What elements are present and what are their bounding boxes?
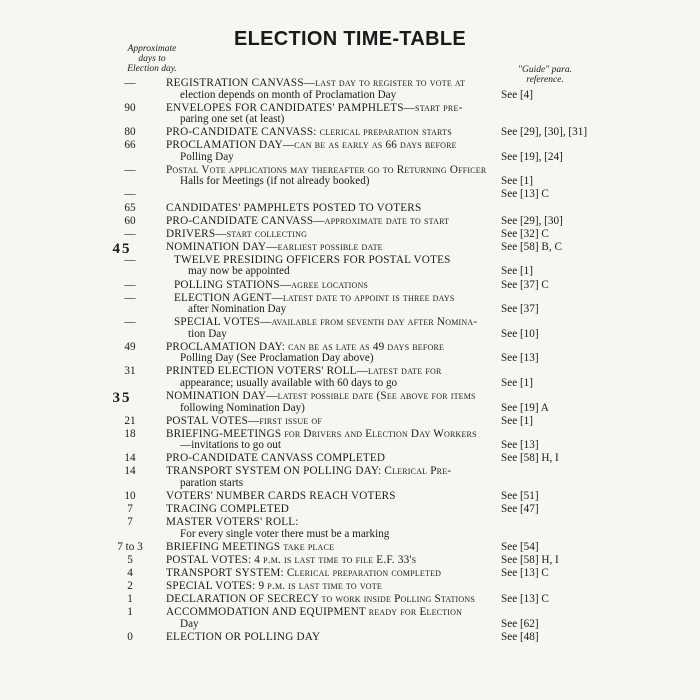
days-value: 7: [127, 516, 133, 529]
entry-main: VOTERS' NUMBER CARDS REACH VOTERS: [166, 489, 396, 502]
guide-reference: See [13] C: [501, 188, 549, 201]
entry-continuation: paring one set (at least): [180, 113, 285, 126]
guide-reference: See [13]: [501, 439, 539, 452]
entry-text: [166, 229, 496, 241]
entry-text: [166, 342, 496, 365]
days-value: 45: [112, 240, 132, 257]
entry-main: NOMINATION DAY—latest possible date (See above for items: [166, 390, 476, 402]
days-value: 90: [124, 101, 136, 114]
guide-reference: See [54]: [501, 540, 539, 553]
timetable-row: [0, 491, 700, 504]
guide-reference: See [1]: [501, 414, 533, 427]
entry-main: TRACING COMPLETED: [166, 503, 290, 516]
guide-reference: See [10]: [501, 327, 539, 340]
days-value: —: [124, 163, 136, 176]
entry-main: PROCLAMATION DAY—can be as early as 66 days before: [166, 139, 457, 152]
entry-text: [166, 504, 496, 516]
entry-main: REGISTRATION CANVASS—last day to register to vote at: [166, 77, 466, 89]
guide-reference: See [48]: [501, 630, 539, 643]
guide-reference: See [32] C: [501, 227, 549, 240]
entry-main: DECLARATION OF SECRECY to work inside Polling Stations: [166, 593, 476, 606]
entry-main: BRIEFING-MEETINGS for Drivers and Election Day Workers: [166, 427, 477, 440]
entry-text: [166, 466, 496, 489]
guide-reference: See [58] H, I: [501, 452, 559, 465]
guide-reference: See [58] B, C: [501, 240, 562, 253]
days-value: —: [124, 77, 136, 89]
entry-text: [174, 293, 496, 316]
entry-continuation: after Nomination Day: [188, 303, 287, 316]
entry-continuation: For every single voter there must be a marking: [180, 527, 390, 540]
guide-reference: See [58] H, I: [501, 553, 559, 566]
entry-continuation: Polling Day: [180, 150, 234, 163]
guide-reference: See [29], [30]: [501, 214, 563, 227]
days-value: 49: [124, 340, 136, 353]
guide-reference: See [13] C: [501, 593, 549, 606]
days-value: —: [124, 253, 136, 266]
days-value: 5: [127, 553, 133, 566]
entry-text: [174, 255, 496, 278]
timetable-row: [0, 466, 700, 491]
timetable-row: [0, 216, 700, 229]
days-value: 4: [127, 566, 133, 579]
timetable-row: [0, 366, 700, 391]
entry-text: [166, 555, 496, 567]
guide-reference: See [29], [30], [31]: [501, 126, 588, 139]
guide-reference: See [4]: [501, 88, 533, 101]
days-value: 18: [124, 427, 136, 440]
days-value: —: [124, 316, 136, 329]
entry-text: [166, 632, 496, 644]
timetable-row: [0, 429, 700, 454]
entry-text: [174, 280, 496, 292]
entry-text: [166, 103, 496, 126]
entry-text: [166, 242, 496, 254]
days-value: 14: [124, 452, 136, 465]
timetable-row: [0, 293, 700, 318]
entry-text: [166, 581, 496, 593]
entry-main: POSTAL VOTES: 4 p.m. is last time to file E.F. 33's: [166, 553, 417, 566]
entry-text: [166, 140, 496, 163]
days-column-header: Approximate days to Election day.: [127, 44, 177, 74]
entry-text: [166, 189, 496, 201]
entry-main: MASTER VOTERS' ROLL:: [166, 516, 299, 529]
days-value: 21: [124, 414, 136, 427]
timetable-row: [0, 165, 700, 190]
entry-main: Postal Vote applications may thereafter go to Returning Officer: [166, 163, 487, 176]
days-value: 66: [124, 139, 136, 152]
entry-main: PROCLAMATION DAY: can be as late as 49 days before: [166, 340, 445, 353]
entry-continuation: appearance; usually available with 60 days to go: [180, 376, 398, 389]
entry-text: [166, 391, 496, 414]
entry-continuation: Day: [180, 617, 199, 630]
guide-reference: See [47]: [501, 503, 539, 516]
days-value: 14: [124, 465, 136, 478]
days-value: 7: [127, 503, 133, 516]
guide-reference: See [1]: [501, 175, 533, 188]
entry-main: ACCOMMODATION AND EQUIPMENT ready for Election: [166, 606, 463, 619]
entry-text: [174, 317, 496, 340]
page-title: ELECTION TIME-TABLE: [234, 28, 466, 50]
days-value: 2: [127, 580, 133, 593]
guide-reference: See [19] A: [501, 401, 549, 414]
entry-main: PRO-CANDIDATE CANVASS: clerical preparation starts: [166, 126, 452, 139]
entry-text: [166, 165, 496, 188]
days-value: 0: [127, 630, 133, 643]
entry-main: ENVELOPES FOR CANDIDATES' PAMPHLETS—start pre-: [166, 101, 463, 114]
entry-text: [166, 542, 496, 554]
guide-reference: See [13]: [501, 352, 539, 365]
entry-text: [166, 568, 496, 580]
timetable-row: [0, 607, 700, 632]
guide-reference: See [37]: [501, 303, 539, 316]
entry-main: TWELVE PRESIDING OFFICERS FOR POSTAL VOTES: [174, 253, 451, 266]
entry-text: [166, 594, 496, 606]
entry-main: SPECIAL VOTES—available from seventh day after Nomina-: [174, 316, 478, 329]
guide-reference: See [1]: [501, 376, 533, 389]
entry-text: [166, 216, 496, 228]
days-value: 35: [112, 390, 132, 406]
entry-main: ELECTION OR POLLING DAY: [166, 630, 321, 643]
entry-text: [166, 366, 496, 389]
entry-continuation: tion Day: [188, 327, 227, 340]
days-value: 65: [124, 201, 136, 214]
entry-main: PRO-CANDIDATE CANVASS—approximate date to start: [166, 214, 450, 227]
guide-reference: See [1]: [501, 265, 533, 278]
guide-reference: See [62]: [501, 617, 539, 630]
entry-main: NOMINATION DAY—earliest possible date: [166, 240, 383, 253]
days-value: —: [124, 227, 136, 240]
entry-main: DRIVERS—start collecting: [166, 227, 308, 240]
entry-main: POLLING STATIONS—agree locations: [174, 278, 369, 291]
timetable-row: [0, 632, 700, 645]
entry-main: ELECTION AGENT—latest date to appoint is three days: [174, 291, 455, 304]
entry-text: [166, 429, 496, 452]
entry-main: SPECIAL VOTES: 9 p.m. is last time to vote: [166, 580, 382, 593]
entry-text: [166, 416, 496, 428]
timetable-row: [0, 317, 700, 342]
timetable-row: [0, 255, 700, 280]
entry-text: [166, 453, 496, 465]
entry-main: PRO-CANDIDATE CANVASS COMPLETED: [166, 452, 386, 465]
days-value: 60: [124, 214, 136, 227]
entry-text: [166, 607, 496, 630]
days-value: 1: [127, 606, 133, 619]
entry-continuation: Polling Day (See Proclamation Day above): [180, 352, 374, 365]
entry-main: CANDIDATES' PAMPHLETS POSTED TO VOTERS: [166, 201, 422, 214]
entry-main: BRIEFING MEETINGS take place: [166, 540, 335, 553]
entry-continuation: paration starts: [180, 476, 244, 489]
days-value: —: [124, 278, 136, 291]
timetable-row: [0, 391, 700, 416]
days-value: 10: [124, 489, 136, 502]
days-value: 7 to 3: [117, 540, 143, 553]
timetable-row: [0, 517, 700, 542]
timetable-row: [0, 342, 700, 367]
entry-continuation: —invitations to go out: [180, 439, 281, 452]
entry-text: [166, 78, 496, 101]
guide-reference: See [37] C: [501, 278, 549, 291]
days-value: —: [124, 188, 136, 201]
timetable-row: [0, 140, 700, 165]
entry-text: [166, 127, 496, 139]
entry-continuation: may now be appointed: [188, 265, 290, 278]
days-value: —: [124, 291, 136, 304]
entry-text: [166, 517, 496, 540]
timetable-list: [0, 78, 700, 645]
entry-main: POSTAL VOTES—first issue of: [166, 414, 323, 427]
timetable-row: [0, 78, 700, 103]
days-value: 80: [124, 126, 136, 139]
entry-continuation: Halls for Meetings (if not already booked): [180, 175, 370, 188]
guide-reference: See [19], [24]: [501, 150, 563, 163]
guide-reference: See [13] C: [501, 566, 549, 579]
entry-main: TRANSPORT SYSTEM: Clerical preparation completed: [166, 566, 442, 579]
days-value: 1: [127, 593, 133, 606]
entry-continuation: election depends on month of Proclamation Day: [180, 88, 397, 101]
days-value: 31: [124, 365, 136, 378]
timetable-row: [0, 504, 700, 517]
reference-column-header: "Guide" para. reference.: [518, 65, 572, 85]
guide-reference: See [51]: [501, 489, 539, 502]
entry-text: [166, 203, 496, 215]
entry-text: [166, 491, 496, 503]
entry-main: TRANSPORT SYSTEM ON POLLING DAY: Clerical Pre-: [166, 465, 452, 478]
entry-main: PRINTED ELECTION VOTERS' ROLL—latest date for: [166, 365, 442, 378]
timetable-row: [0, 103, 700, 128]
entry-continuation: following Nomination Day): [180, 401, 305, 414]
